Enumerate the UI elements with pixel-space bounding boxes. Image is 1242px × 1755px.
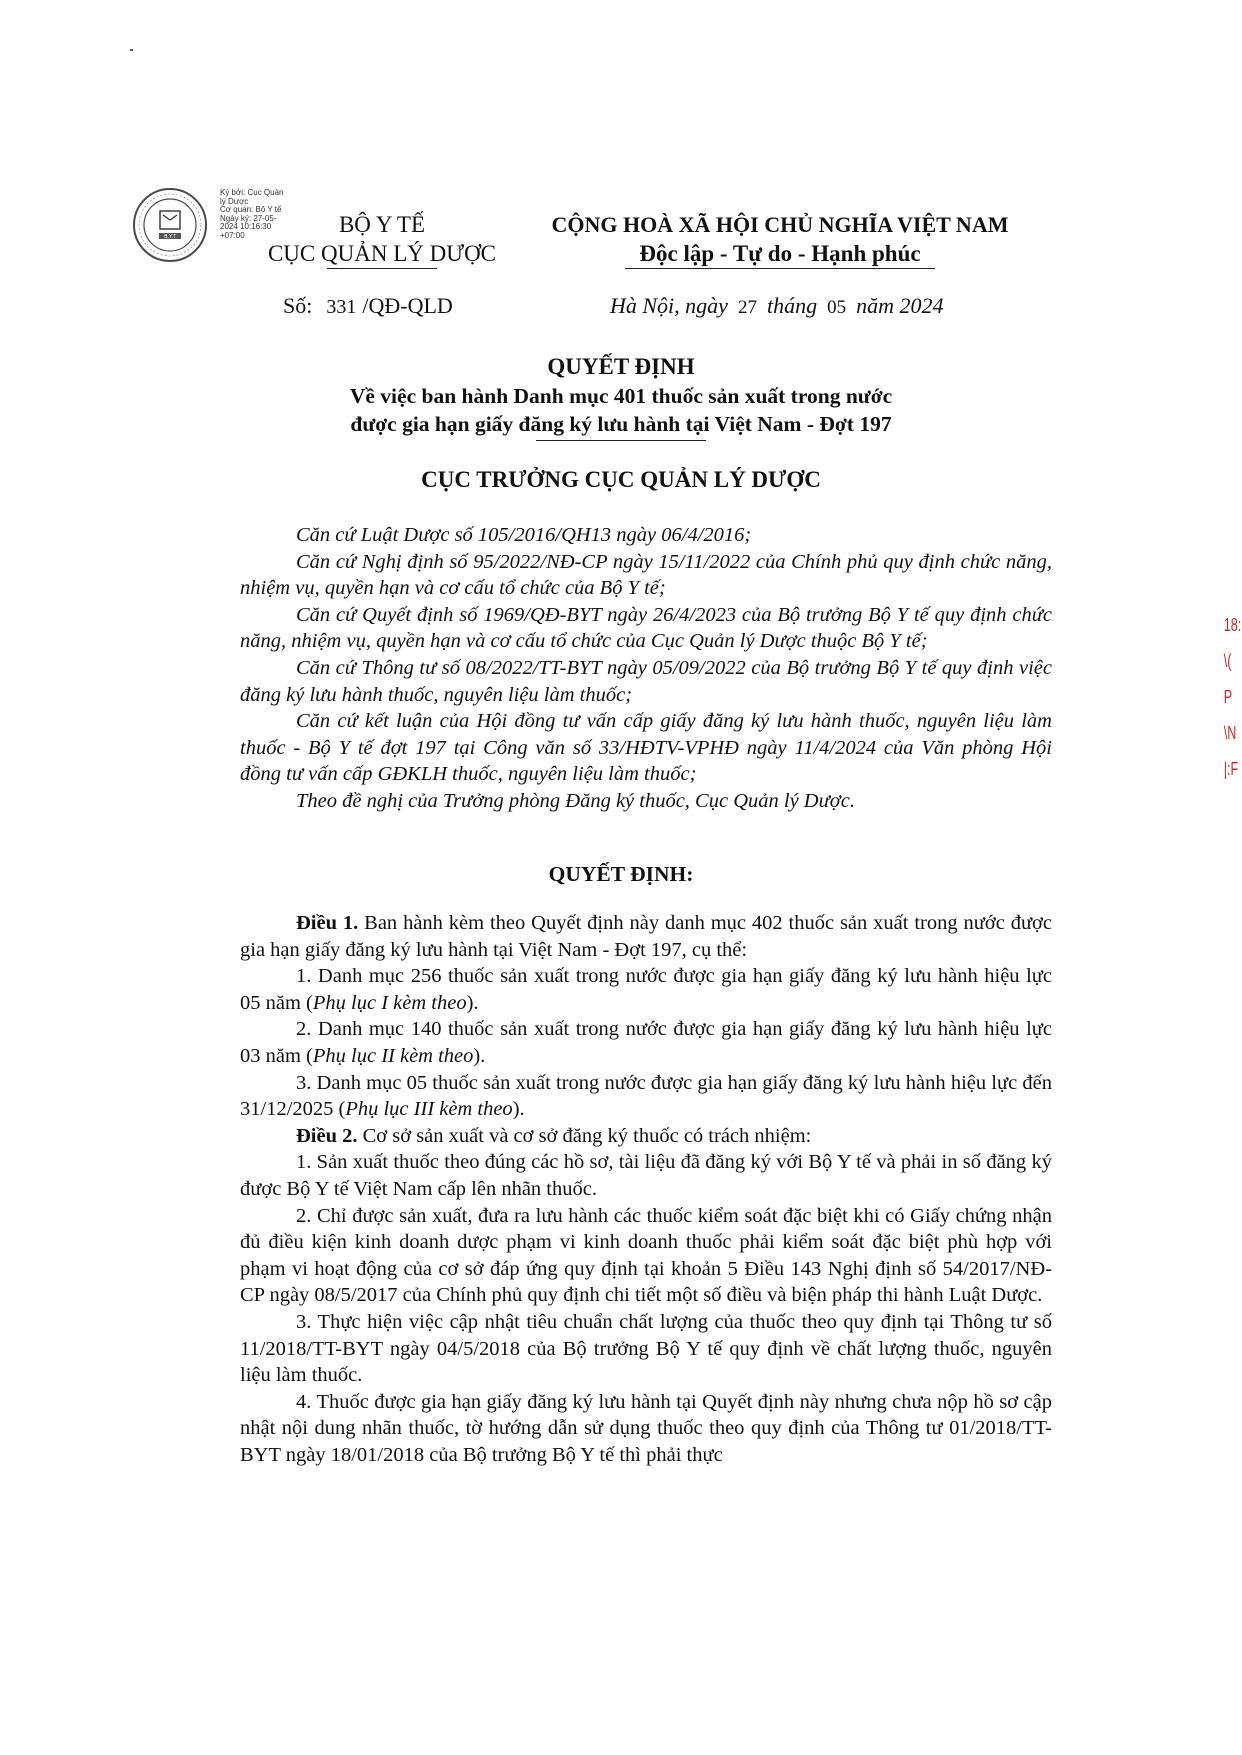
document-date [610, 293, 943, 319]
decision-heading: QUYẾT ĐỊNH: [548, 862, 694, 886]
scan-speck [130, 49, 133, 51]
national-header [530, 210, 1030, 269]
date-month: 05 [827, 297, 847, 318]
date-day: 27 [737, 297, 757, 318]
article-1-label: Điều 1. [296, 912, 359, 934]
svg-text:B.Y.T: B.Y.T [164, 234, 176, 240]
item-close: ). [512, 1098, 525, 1121]
date-place: Hà Nội, ngày [610, 293, 728, 318]
signature-line: +07:00 [220, 230, 245, 240]
title-kind: QUYẾT ĐỊNH [547, 354, 695, 379]
title-underline [536, 440, 706, 441]
document-title [230, 352, 1012, 441]
signature-line: lý Dược [220, 196, 249, 206]
date-year: năm 2024 [856, 293, 944, 318]
article-2-label: Điều 2. [296, 1124, 358, 1147]
item-text: 1. Danh mục 256 thuốc sản xuất trong nước được gia hạn giấy đăng ký lưu hành hiệu lực 05 năm ( [240, 965, 1052, 1014]
title-line-1: Về việc ban hành Danh mục 401 thuốc sản xuất trong nước [349, 384, 893, 408]
article-1-item-2 [240, 1016, 1052, 1069]
preamble-item: Căn cứ Quyết định số 1969/QĐ-BYT ngày 26/4/2023 của Bộ trưởng Bộ Y tế quy định chức năng, nhiệm vụ, quyền hạn và cơ cấu tổ chức của Cục Quản lý Dược thuộc Bộ Y tế; [240, 603, 1052, 653]
article-2 [240, 1123, 1052, 1150]
item-close: ). [473, 1044, 486, 1067]
signature-line: Ký bởi: Cục Quản [220, 188, 284, 197]
item-annex: Phụ lục II kèm theo [312, 1044, 474, 1067]
margin-mark: \( [1223, 651, 1232, 671]
motto-underline [625, 268, 935, 269]
number-label: Số: [283, 293, 313, 318]
signature-line: Ngày ký: 27-05- [220, 213, 277, 223]
document-number [283, 293, 453, 319]
article-1-item-3 [240, 1070, 1052, 1123]
article-2-text: Cơ sở sản xuất và cơ sở đăng ký thuốc có trách nhiệm: [362, 1124, 812, 1147]
preamble [240, 522, 1052, 815]
article-2-item-3: 3. Thực hiện việc cập nhật tiêu chuẩn chất lượng của thuốc theo quy định tại Thông tư số 11/2018/TT-BYT ngày 04/5/2018 của Bộ trưởng Bộ Y tế quy định về chất lượng thuốc, nguyên liệu làm thuốc. [240, 1310, 1052, 1387]
margin-mark: P [1223, 687, 1233, 707]
margin-mark: 18: [1223, 615, 1242, 635]
margin-stamp-fragment [1220, 607, 1242, 787]
issuing-authority: CỤC TRƯỞNG CỤC QUẢN LÝ DƯỢC [421, 467, 821, 492]
article-1 [240, 910, 1052, 963]
item-annex: Phụ lục I kèm theo [312, 991, 467, 1014]
margin-mark: \N [1223, 723, 1237, 743]
item-text: 3. Danh mục 05 thuốc sản xuất trong nước được gia hạn giấy đăng ký lưu hành hiệu lực đến 31/12/2025 ( [240, 1071, 1052, 1121]
article-1-item-1 [240, 963, 1052, 1016]
preamble-item: Căn cứ Luật Dược số 105/2016/QH13 ngày 06/4/2016; [296, 524, 752, 546]
department-name: CỤC QUẢN LÝ DƯỢC [267, 241, 497, 266]
seal-stamp [132, 187, 208, 263]
item-annex: Phụ lục III kèm theo [345, 1098, 513, 1121]
articles [240, 910, 1052, 1468]
article-1-text: Ban hành kèm theo Quyết định này danh mục 402 thuốc sản xuất trong nước được gia hạn giấy đăng ký lưu hành tại Việt Nam - Đợt 197, cụ thể: [240, 912, 1052, 961]
margin-mark: |:F [1223, 759, 1239, 779]
article-2-item-1: 1. Sản xuất thuốc theo đúng các hồ sơ, tài liệu đã đăng ký với Bộ Y tế và phải in số đăng ký được Bộ Y tế Việt Nam cấp lên nhãn thuốc. [240, 1151, 1052, 1200]
date-month-label: tháng [766, 293, 818, 318]
ministry-name: BỘ Y TẾ [338, 212, 426, 237]
number-value: 331 [326, 296, 357, 318]
header-underline [327, 268, 437, 269]
preamble-item: Căn cứ Nghị định số 95/2022/NĐ-CP ngày 15/11/2022 của Chính phủ quy định chức năng, nhiệm vụ, quyền hạn và cơ cấu tổ chức của Bộ Y tế; [240, 550, 1052, 600]
number-suffix: /QĐ-QLD [362, 293, 453, 318]
issuer-header [262, 210, 502, 269]
title-line-2: được gia hạn giấy đăng ký lưu hành tại Việt Nam - Đợt 197 [350, 412, 892, 436]
preamble-item: Căn cứ Thông tư số 08/2022/TT-BYT ngày 05/09/2022 của Bộ trưởng Bộ Y tế quy định việc đăng ký lưu hành thuốc, nguyên liệu làm thuốc; [240, 656, 1052, 706]
country-name: CỘNG HOÀ XÃ HỘI CHỦ NGHĨA VIỆT NAM [551, 212, 1009, 237]
signature-line: 2024 10:16:30 [220, 222, 272, 232]
article-2-item-4: 4. Thuốc được gia hạn giấy đăng ký lưu hành tại Quyết định này nhưng chưa nộp hồ sơ cập nhật nội dung nhãn thuốc, tờ hướng dẫn sử dụng thuốc theo quy định của Thông tư 01/2018/TT-BYT ngày 18/01/2018 của Bộ trưởng Bộ Y tế thì phải thực [240, 1390, 1052, 1466]
preamble-item: Căn cứ kết luận của Hội đồng tư vấn cấp giấy đăng ký lưu hành thuốc, nguyên liệu làm thuốc - Bộ Y tế đợt 197 tại Công văn số 33/HĐTV-VPHĐ ngày 11/4/2024 của Văn phòng Hội đồng tư vấn cấp GĐKLH thuốc, nguyên liệu làm thuốc; [240, 710, 1052, 786]
article-2-item-2: 2. Chỉ được sản xuất, đưa ra lưu hành các thuốc kiểm soát đặc biệt khi có Giấy chứng nhận đủ điều kiện kinh doanh dược phạm vi kinh doanh thuốc phải kiểm soát đặc biệt phù hợp với phạm vi hoạt động của cơ sở đáp ứng quy định tại khoản 5 Điều 143 Nghị định số 54/2017/NĐ-CP ngày 08/5/2017 của Chính phủ quy định chi tiết một số điều và biện pháp thi hành Luật Dược. [240, 1204, 1052, 1307]
national-motto: Độc lập - Tự do - Hạnh phúc [639, 241, 921, 266]
item-text: 2. Danh mục 140 thuốc sản xuất trong nước được gia hạn giấy đăng ký lưu hành hiệu lực 03 năm ( [240, 1018, 1052, 1067]
signature-line: Cơ quan: Bộ Y tế [220, 205, 282, 215]
item-close: ). [466, 991, 479, 1014]
preamble-item: Theo đề nghị của Trưởng phòng Đăng ký thuốc, Cục Quản lý Dược. [296, 789, 855, 812]
